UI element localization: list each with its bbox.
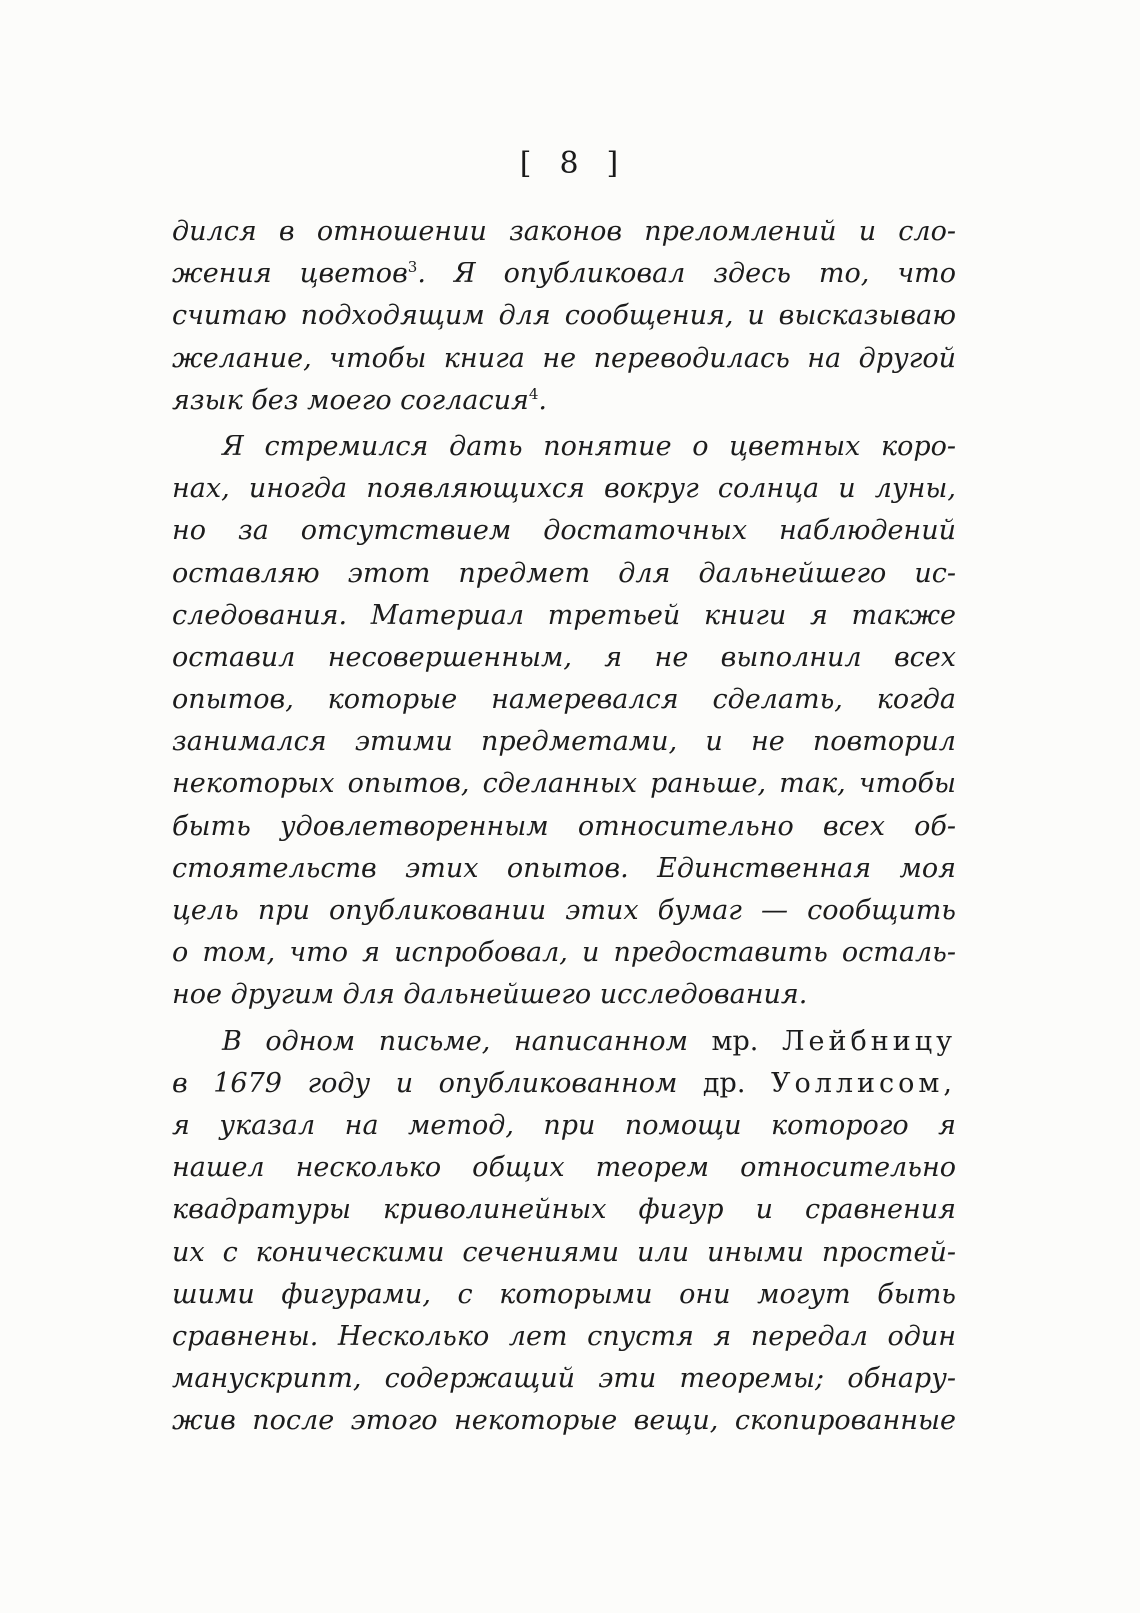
text-line: занимался этими предметами, и не повторил <box>172 726 956 758</box>
text-fragment: . Я опубликовал здесь то, что <box>417 258 956 290</box>
text-line: желание, чтобы книга не переводилась на другой <box>172 342 956 374</box>
text-fragment: году и опубликованном <box>307 1067 678 1099</box>
footnote-marker: 4 <box>528 384 539 403</box>
page-number-bracket-left: [ <box>519 146 534 181</box>
text-fragment: в <box>172 1067 188 1099</box>
text-line: Я стремился дать понятие о цветных коро- <box>222 430 956 462</box>
text-fragment: . <box>538 384 548 416</box>
text-line: жив после этого некоторые вещи, скопированные <box>172 1405 956 1437</box>
text-line: следования. Материал третьей книги я также <box>172 599 956 631</box>
text-line: но за отсутствием достаточных наблюдений <box>172 515 956 547</box>
text-fragment: В одном письме, написанном <box>222 1025 688 1057</box>
footnote-marker: 3 <box>407 258 418 277</box>
text-line: сравнены. Несколько лет спустя я передал один <box>172 1320 956 1352</box>
text-line: манускрипт, содержащий эти теоремы; обнару- <box>172 1363 956 1395</box>
page-number-value: 8 <box>559 146 581 181</box>
text-line: быть удовлетворенным относительно всех об- <box>172 810 956 842</box>
text-line: нах, иногда появляющихся вокруг солнца и луны, <box>172 473 956 505</box>
text-line: цель при опубликовании этих бумаг — сообщить <box>172 895 956 926</box>
text-line <box>172 380 956 422</box>
text-fragment: язык без моего согласия <box>172 384 529 416</box>
page-number-bracket-right: ] <box>606 146 621 181</box>
text-line: оставил несовершенным, я не выполнил всех <box>172 641 956 673</box>
body-text <box>172 211 956 1442</box>
text-line <box>172 1021 956 1063</box>
text-line: опытов, которые намеревался сделать, когда <box>172 684 956 716</box>
year: 1679 <box>213 1067 282 1099</box>
text-line: их с коническими сечениями или иными простей- <box>172 1236 956 1268</box>
text-line: дился в отношении законов преломлений и сло- <box>172 216 956 247</box>
text-line <box>172 253 956 295</box>
title-abbrev: мр. <box>711 1025 759 1057</box>
text-line <box>172 1063 956 1105</box>
text-line: о том, что я испробовал, и предоставить осталь- <box>172 937 956 969</box>
text-line: оставляю этот предмет для дальнейшего ис- <box>172 557 956 589</box>
title-abbrev: др. <box>702 1067 746 1099</box>
page-number <box>0 146 1140 181</box>
text-line: некоторых опытов, сделанных раньше, так, чтобы <box>172 768 956 800</box>
text-line: стоятельств этих опытов. Единственная моя <box>172 852 956 884</box>
text-line: я указал на метод, при помощи которого я <box>172 1109 956 1141</box>
text-fragment: жения цветов <box>172 258 408 290</box>
person-name: Уоллисом, <box>770 1067 956 1099</box>
text-line: квадратуры криволинейных фигур и сравнения <box>172 1194 956 1226</box>
person-name: Лейбницу <box>781 1025 956 1057</box>
text-line: считаю подходящим для сообщения, и высказываю <box>172 300 956 332</box>
text-line: шими фигурами, с которыми они могут быть <box>172 1278 956 1310</box>
text-line: нашел несколько общих теорем относительно <box>172 1152 956 1184</box>
text-line: ное другим для дальнейшего исследования. <box>172 979 808 1011</box>
